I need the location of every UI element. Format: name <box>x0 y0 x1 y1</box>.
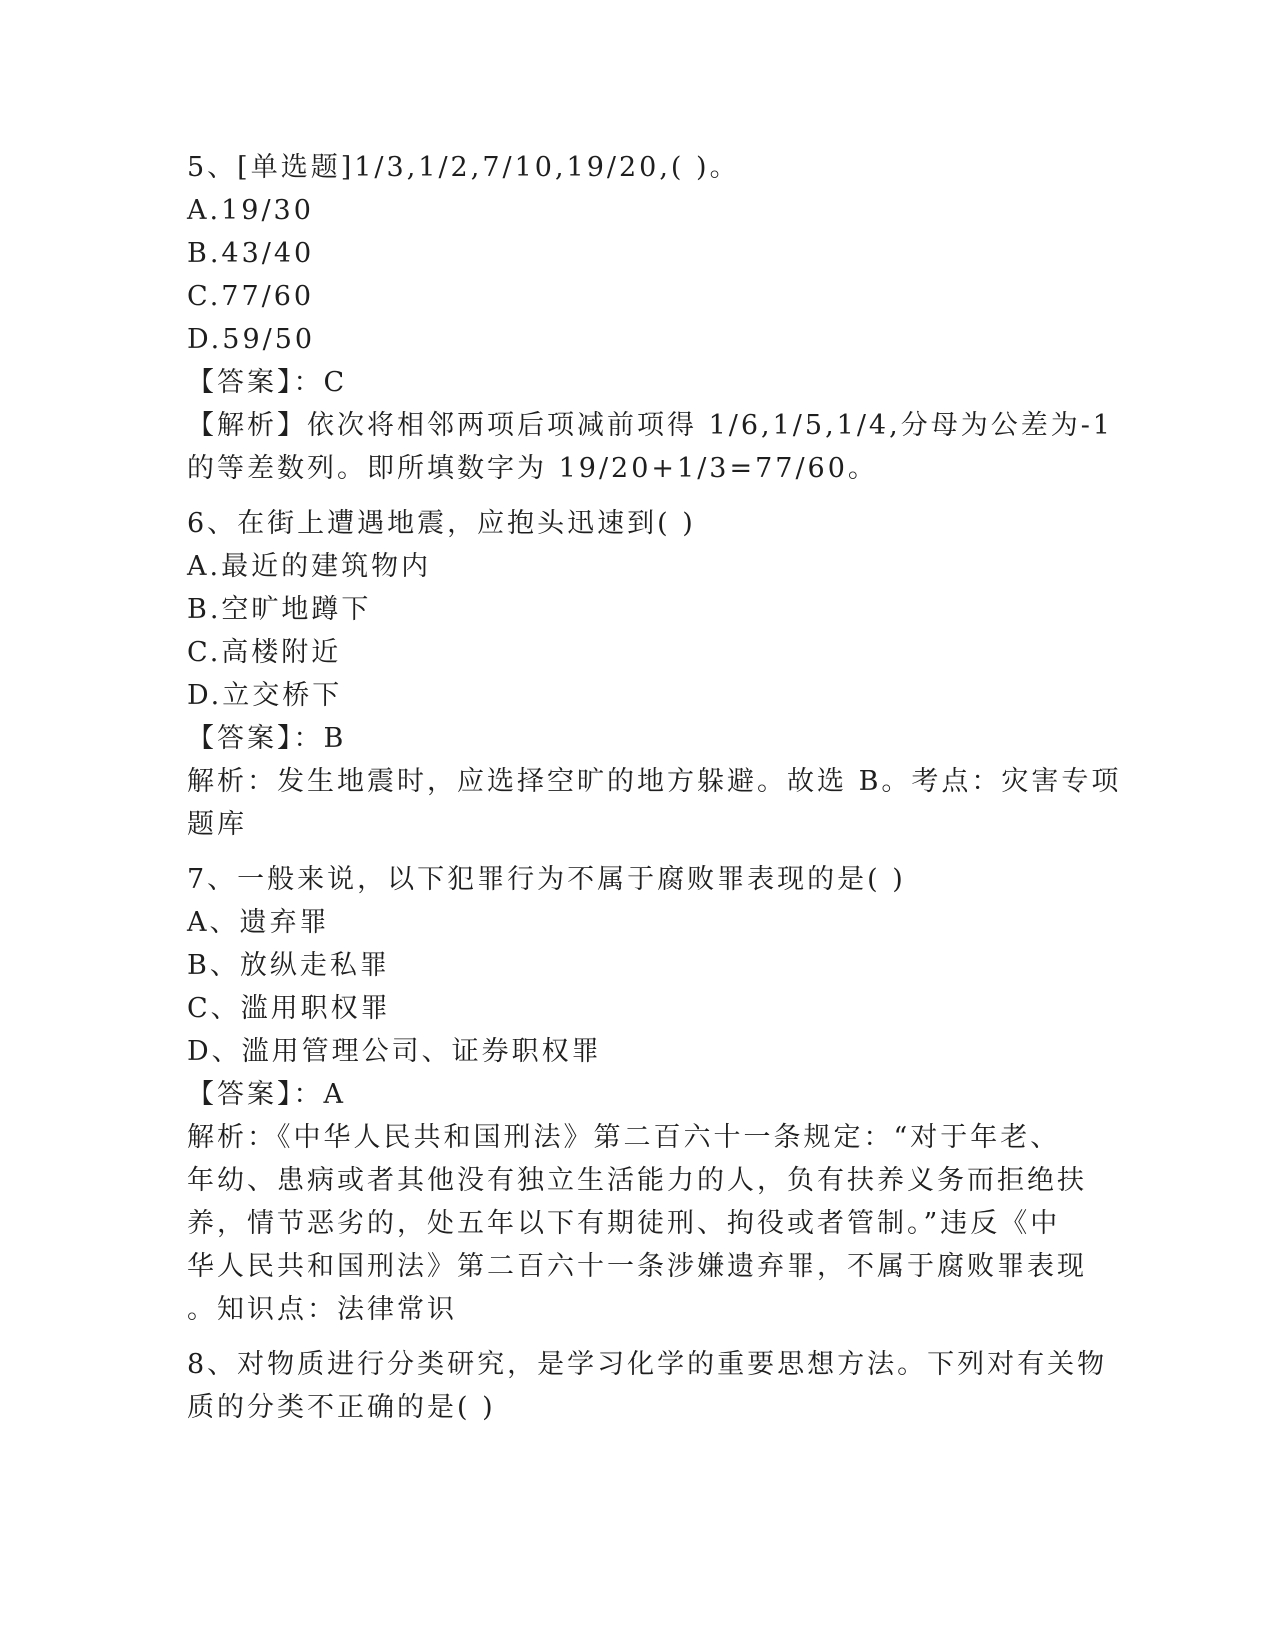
analysis-line: 解析：发生地震时，应选择空旷的地方躲避。故选 B。考点：灾害专项 <box>187 766 1122 797</box>
option-b: B.43/40 <box>187 238 315 269</box>
answer: 【答案】：C <box>187 367 348 398</box>
analysis-line: 年幼、患病或者其他没有独立生活能力的人，负有扶养义务而拒绝扶 <box>187 1165 1087 1196</box>
option-a: A.最近的建筑物内 <box>187 551 432 582</box>
document-page <box>187 146 1122 1429</box>
option-d: D.59/50 <box>187 324 316 355</box>
analysis-line: 华人民共和国刑法》第二百六十一条涉嫌遗弃罪，不属于腐败罪表现 <box>187 1251 1087 1282</box>
option-c: C.高楼附近 <box>187 637 342 668</box>
question-8 <box>187 1343 1108 1429</box>
option-b: B.空旷地蹲下 <box>187 594 372 625</box>
question-stem: 质的分类不正确的是( ) <box>187 1392 496 1423</box>
question-6 <box>187 502 1122 846</box>
answer: 【答案】：B <box>187 723 347 754</box>
option-a: A.19/30 <box>187 195 314 226</box>
analysis-line: 养，情节恶劣的，处五年以下有期徒刑、拘役或者管制。”违反《中 <box>187 1208 1061 1239</box>
question-7 <box>187 858 1087 1331</box>
analysis-line: 题库 <box>187 809 247 840</box>
question-5 <box>187 146 1113 490</box>
option-c: C.77/60 <box>187 281 315 312</box>
question-stem: 5、[单选题]1/3,1/2,7/10,19/20,( )。 <box>187 152 740 183</box>
option-c: C、滥用职权罪 <box>187 993 391 1024</box>
analysis-line: 的等差数列。即所填数字为 19/20+1/3=77/60。 <box>187 453 878 484</box>
analysis-line: 。知识点：法律常识 <box>187 1294 457 1325</box>
option-a: A、遗弃罪 <box>187 907 330 938</box>
question-stem: 8、对物质进行分类研究，是学习化学的重要思想方法。下列对有关物 <box>187 1349 1108 1380</box>
analysis-line: 【解析】依次将相邻两项后项减前项得 1/6,1/5,1/4,分母为公差为-1 <box>187 410 1113 441</box>
question-stem: 7、一般来说，以下犯罪行为不属于腐败罪表现的是( ) <box>187 864 906 895</box>
question-stem: 6、在街上遭遇地震，应抱头迅速到( ) <box>187 508 696 539</box>
analysis-line: 解析：《中华人民共和国刑法》第二百六十一条规定：“对于年老、 <box>187 1122 1061 1153</box>
answer: 【答案】：A <box>187 1079 346 1110</box>
option-d: D.立交桥下 <box>187 680 343 711</box>
option-b: B、放纵走私罪 <box>187 950 390 981</box>
option-d: D、滥用管理公司、证券职权罪 <box>187 1036 602 1067</box>
